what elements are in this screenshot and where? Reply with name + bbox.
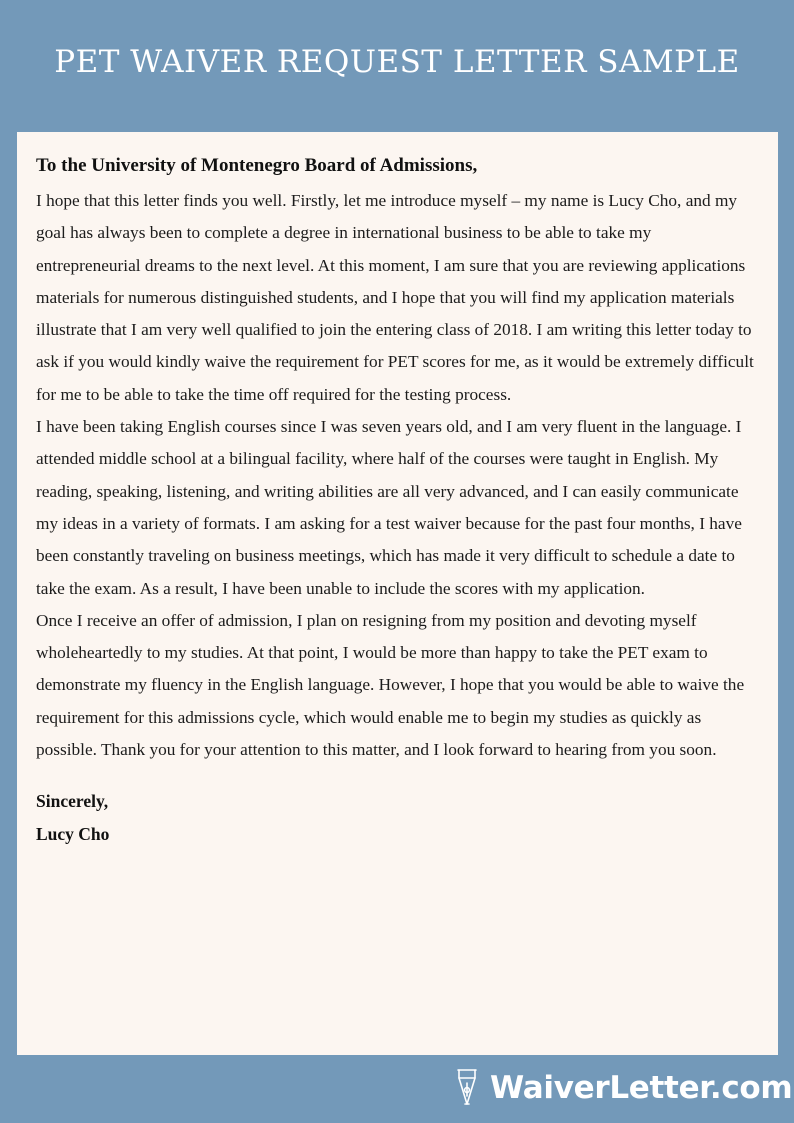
letter-paragraph: Once I receive an offer of admission, I plan on resigning from my position and devoting myself wholeheartedly to my studies. At that point, I would be more than happy to take the PET exam to demonstrate my fluency in the English language. However, I hope that you would be able to waive the requirement for this admissions cycle, which would enable me to begin my studies as quickly as possible. Thank you for your attention to this matter, and I look forward to hearing from you soon. — [36, 610, 745, 760]
brand-name: WaiverLetter.com — [490, 1070, 793, 1106]
letter-card — [17, 132, 778, 1055]
fountain-pen-nib-icon — [452, 1066, 482, 1110]
letter-salutation: To the University of Montenegro Board of Admissions, — [36, 155, 478, 176]
letter-signature: Lucy Cho — [36, 824, 110, 845]
page-title: PET WAIVER REQUEST LETTER SAMPLE — [54, 44, 740, 80]
letter-paragraph: I hope that this letter finds you well. Firstly, let me introduce myself – my name is Lucy Cho, and my goal has always been to complete a degree in international business to be able to take my entrepreneurial dreams to the next level. At this moment, I am sure that you are reviewing applications materials for numerous distinguished students, and I hope that you will find my application materials illustrate that I am very well qualified to join the entering class of 2018. I am writing this letter today to ask if you would kindly waive the requirement for PET scores for me, as it would be extremely difficult for me to be able to take the time off required for the testing process. — [36, 191, 754, 404]
letter-paragraph: I have been taking English courses since I was seven years old, and I am very fluent in the language. I attended middle school at a bilingual facility, where half of the courses were taught in English. My reading, speaking, listening, and writing abilities are all very advanced, and I can easily communicate my ideas in a variety of formats. I am asking for a test waiver because for the past four months, I have been constantly traveling on business meetings, which has made it very difficult to schedule a date to take the exam. As a result, I have been unable to include the scores with my application. — [36, 417, 742, 598]
letter-body — [36, 185, 758, 766]
letter-closing-block — [36, 785, 758, 851]
letter-closing: Sincerely, — [36, 791, 109, 812]
brand-logo[interactable] — [452, 1064, 792, 1112]
